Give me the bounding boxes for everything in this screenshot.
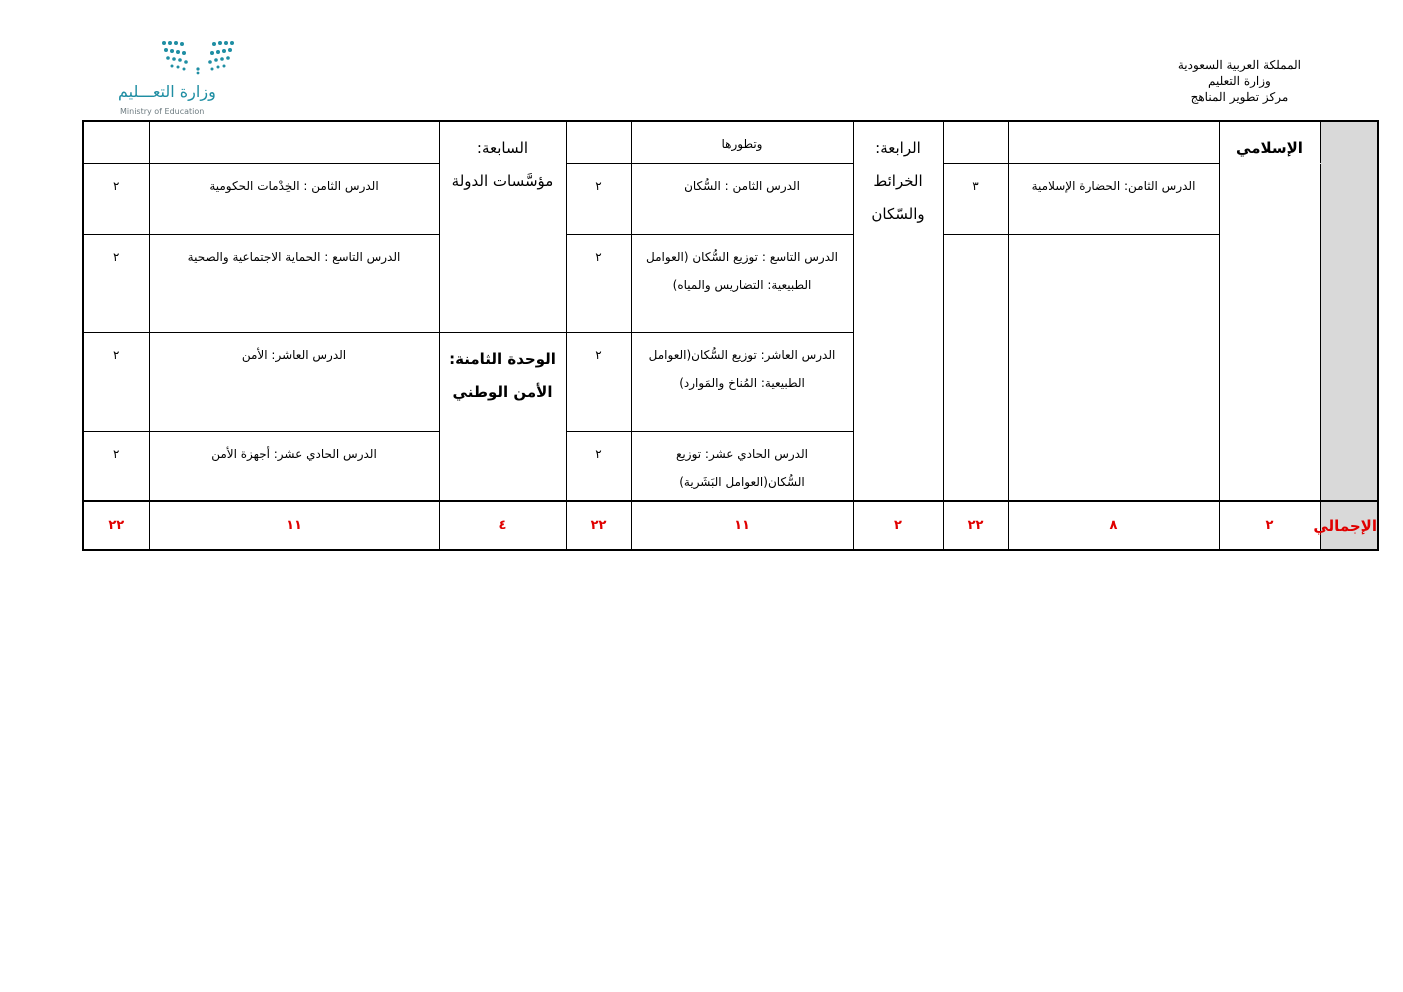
total-value: ٨ xyxy=(1008,501,1219,550)
lesson-title: الدرس الثامن : الخِدْمات الحكومية xyxy=(149,163,439,234)
table-row xyxy=(83,163,1378,234)
empty-cell xyxy=(83,121,149,163)
gray-label-cell xyxy=(1320,234,1378,332)
empty-cell xyxy=(149,121,439,163)
lesson-periods: ٢ xyxy=(566,163,631,234)
header-country: المملكة العربية السعودية xyxy=(1177,58,1301,72)
empty-cell xyxy=(943,121,1008,163)
gray-label-cell xyxy=(1320,332,1378,431)
table-row xyxy=(83,234,1378,332)
total-value: ٢٢ xyxy=(943,501,1008,550)
unit-islamic-cell xyxy=(1219,121,1320,501)
logo-arabic-text: وزارة التعـــليم xyxy=(118,82,216,101)
logo-english-text: Ministry of Education xyxy=(120,107,205,116)
lesson-title: الدرس الحادي عشر: أجهزة الأمن xyxy=(149,431,439,501)
unit-fourth: الرابعة: الخرائط والسّكان xyxy=(871,139,925,223)
continued-text-cell xyxy=(631,121,853,163)
total-value: ٢ xyxy=(1219,501,1320,550)
totals-row xyxy=(83,501,1378,550)
lesson-periods: ٢ xyxy=(83,163,149,234)
lesson-periods: ٢ xyxy=(566,431,631,501)
empty-cell xyxy=(566,121,631,163)
unit-fourth-cell xyxy=(853,121,943,501)
header-center: مركز تطوير المناهج xyxy=(1190,90,1289,104)
lesson-title: الدرس التاسع : توزيع السُّكان (العوامل الطبيعية: التضاريس والمياه) xyxy=(631,234,853,332)
lesson-title: الدرس التاسع : الحماية الاجتماعية والصحية xyxy=(149,234,439,332)
total-value: ٤ xyxy=(439,501,566,550)
unit-islamic: الإسلامي xyxy=(1236,139,1303,157)
lesson-title: الدرس العاشر: الأمن xyxy=(149,332,439,431)
total-value: ٢٢ xyxy=(83,501,149,550)
lesson-title: الدرس الحادي عشر: توزيع السُّكان(العوامل البَشَرية) xyxy=(631,431,853,501)
gray-label-cell xyxy=(1320,121,1378,163)
lesson-periods: ٢ xyxy=(83,332,149,431)
empty-cell xyxy=(1008,234,1219,501)
lesson-title: الدرس الثامن : السُّكان xyxy=(631,163,853,234)
total-value: ١١ xyxy=(631,501,853,550)
ministry-logo xyxy=(114,36,246,120)
total-label: الإجمالي xyxy=(1320,501,1378,550)
unit-eighth-cell xyxy=(439,332,566,501)
continued-text: وتطورها xyxy=(721,137,763,151)
lesson-title: الدرس العاشر: توزيع السُّكان(العوامل الطبيعية: المُناخ والمَوارد) xyxy=(631,332,853,431)
empty-cell xyxy=(1008,121,1219,163)
empty-cell xyxy=(943,234,1008,501)
lesson-title: الدرس الثامن: الحضارة الإسلامية xyxy=(1008,163,1219,234)
logo-dots-icon xyxy=(114,36,246,80)
lesson-periods: ٣ xyxy=(943,163,1008,234)
curriculum-table xyxy=(82,120,1379,551)
gray-label-cell xyxy=(1320,431,1378,501)
total-value: ٢٢ xyxy=(566,501,631,550)
gray-label-cell xyxy=(1320,163,1378,234)
total-value: ١١ xyxy=(149,501,439,550)
lesson-periods: ٢ xyxy=(566,332,631,431)
ministry-header xyxy=(1178,57,1301,105)
lesson-periods: ٢ xyxy=(566,234,631,332)
table-row xyxy=(83,121,1378,163)
lesson-periods: ٢ xyxy=(83,234,149,332)
unit-eighth: الوحدة الثامنة: الأمن الوطني xyxy=(449,349,556,401)
unit-seventh-cell xyxy=(439,121,566,332)
unit-seventh: السابعة: مؤسَّسات الدولة xyxy=(451,139,554,190)
lesson-periods: ٢ xyxy=(83,431,149,501)
total-value: ٢ xyxy=(853,501,943,550)
header-ministry: وزارة التعليم xyxy=(1208,74,1271,88)
